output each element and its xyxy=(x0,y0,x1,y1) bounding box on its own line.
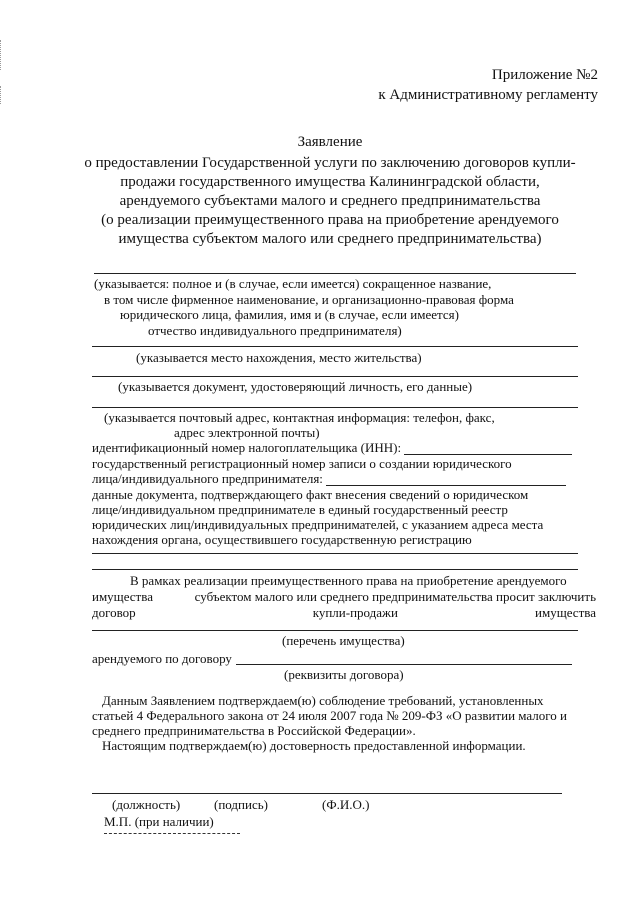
fio-label: (Ф.И.О.) xyxy=(322,797,370,812)
title-line: (о реализации преимущественного права на приобретение арендуемого xyxy=(101,212,559,228)
title-line: имущества субъектом малого или среднего предпринимательства) xyxy=(118,231,542,247)
confirmation-text: среднего предпринимательства в Российской Федерации». xyxy=(92,723,416,738)
confirmation-text: статьей 4 Федерального закона от 24 июля 2007 года № 209-ФЗ «О развитии малого и xyxy=(92,708,568,723)
underline xyxy=(92,630,578,631)
underline xyxy=(92,553,578,554)
underline xyxy=(92,793,562,794)
request-word: купли-продажи xyxy=(312,605,398,620)
name-hint: юридического лица, фамилия, имя и (в случае, если имеется) xyxy=(120,307,459,322)
request-word: имущества xyxy=(535,605,596,620)
registry-text: лице/индивидуальном предпринимателе в единый государственный реестр xyxy=(92,502,508,517)
applicant-name-field[interactable] xyxy=(94,258,576,272)
registry-text: данные документа, подтверждающего факт внесения сведений о юридическом xyxy=(92,487,529,502)
contact-field[interactable] xyxy=(92,393,578,407)
document-hint: (указывается документ, удостоверяющий личность, его данные) xyxy=(118,379,473,394)
underline xyxy=(92,346,578,347)
request-text: В рамках реализации преимущественного права на приобретение арендуемого xyxy=(130,573,567,588)
underline xyxy=(92,376,578,377)
document-title: Заявление xyxy=(297,134,363,150)
name-hint: отчество индивидуального предпринимателя) xyxy=(148,323,402,338)
position-label: (должность) xyxy=(112,797,181,812)
underline xyxy=(94,273,576,274)
confirmation-text: Данным Заявлением подтверждаем(ю) соблюдение требований, установленных xyxy=(102,693,544,708)
name-hint: (указывается: полное и (в случае, если имеется) сокращенное название, xyxy=(94,276,492,291)
sign-label: (подпись) xyxy=(214,797,268,812)
stamp-label: М.П. (при наличии) xyxy=(104,814,214,829)
contract-details-field[interactable] xyxy=(236,650,572,664)
signature-field[interactable] xyxy=(92,779,562,793)
underline xyxy=(326,485,566,486)
location-hint: (указывается место нахождения, место жительства) xyxy=(136,350,422,365)
title-line: о предоставлении Государственной услуги по заключению договоров купли- xyxy=(84,155,576,171)
contract-hint: (реквизиты договора) xyxy=(284,667,404,682)
title-line: продажи государственного имущества Калининградской области, xyxy=(120,174,540,190)
scan-artifact xyxy=(0,86,7,104)
name-hint: в том числе фирменное наименование, и организационно-правовая форма xyxy=(104,292,514,307)
regulation-reference: к Административному регламенту xyxy=(378,87,598,103)
contact-hint: адрес электронной почты) xyxy=(174,425,320,440)
underline xyxy=(92,407,578,408)
request-text-line xyxy=(92,590,596,603)
reg-number-field[interactable] xyxy=(326,471,566,485)
lease-label: арендуемого по договору xyxy=(92,651,232,666)
inn-field[interactable] xyxy=(404,440,572,454)
inn-label: идентификационный номер налогоплательщика (ИНН): xyxy=(92,440,402,455)
registry-text: юридических лиц/индивидуальных предпринимателей, с указанием адреса места xyxy=(92,517,544,532)
reg-number-label: лица/индивидуального предпринимателя: xyxy=(92,471,323,486)
underline xyxy=(404,454,572,455)
property-hint: (перечень имущества) xyxy=(282,633,405,648)
scan-artifact xyxy=(0,40,7,70)
request-word: договор xyxy=(92,605,136,620)
contact-hint: (указывается почтовый адрес, контактная информация: телефон, факс, xyxy=(104,410,495,425)
identity-document-field[interactable] xyxy=(92,361,578,375)
confirmation-text: Настоящим подтверждаем(ю) достоверность предоставленной информации. xyxy=(102,738,526,753)
location-field[interactable] xyxy=(92,331,578,345)
registry-field[interactable] xyxy=(92,539,578,553)
property-list-field[interactable] xyxy=(92,616,578,630)
title-line: арендуемого субъектами малого и среднего предпринимательства xyxy=(119,193,541,209)
appendix-number: Приложение №2 xyxy=(491,67,598,83)
request-word: имущества xyxy=(92,589,153,604)
underline xyxy=(236,664,572,665)
dashed-line xyxy=(104,833,240,834)
reg-number-label: государственный регистрационный номер записи о создании юридического xyxy=(92,456,512,471)
request-word: субъектом малого или среднего предпринимательства просит заключить xyxy=(194,589,596,604)
underline xyxy=(92,569,578,570)
registry-text: нахождения органа, осуществившего государственную регистрацию xyxy=(92,532,472,547)
